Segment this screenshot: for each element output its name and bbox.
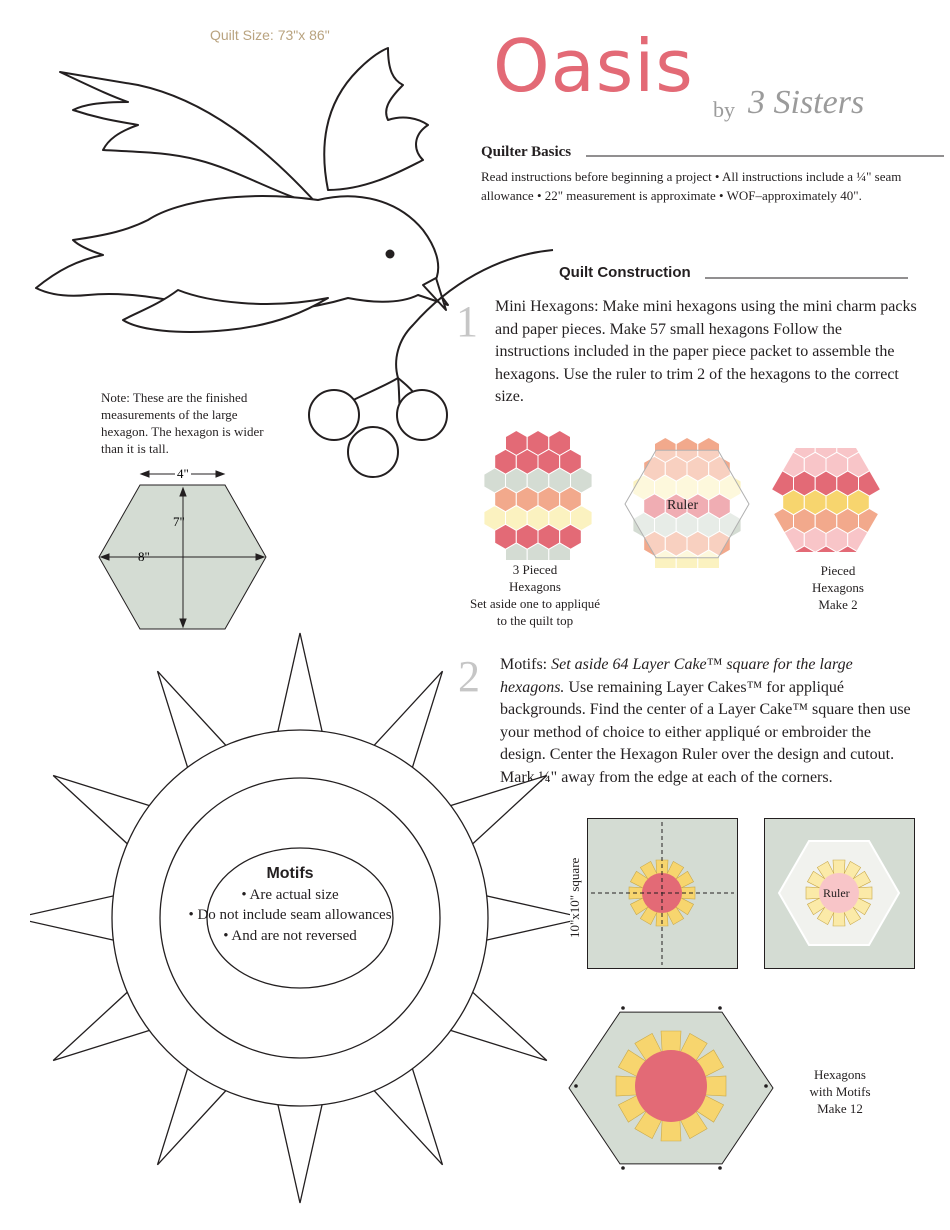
flower-center	[635, 1050, 707, 1122]
hexagon-note: Note: These are the finished measurements of the large hexagon. The hexagon is wider than it is tall.	[101, 390, 264, 456]
step-2-body: Use remaining Layer Cakes™ for appliqué backgrounds. Find the center of a Layer Cake™ square then use your method of choice to either appliqué or embroider the design. Center the Hexagon Ruler over the design and cutout. Mark ¼" away from the edge at each of the corners.	[500, 678, 911, 786]
corner-mark	[574, 1084, 578, 1088]
motifs-item: • And are not reversed	[223, 927, 357, 944]
ruler-label: Ruler	[823, 886, 850, 900]
cherry-left	[309, 390, 359, 440]
step-2-number: 2	[458, 652, 480, 701]
square-size-label: 10"x10" square	[567, 857, 582, 938]
caption-pieced-make2: Pieced Hexagons Make 2	[812, 563, 864, 612]
dim-width: 8"	[138, 549, 150, 564]
cherry-bottom	[348, 427, 398, 477]
pieced-hex-cluster-1	[470, 425, 610, 560]
pieced-hex-cluster-ruler	[620, 428, 755, 568]
corner-mark	[718, 1006, 722, 1010]
motifs-info	[170, 864, 410, 946]
motifs-item: • Do not include seam allowances	[188, 907, 392, 923]
step-2-label: Motifs:	[500, 656, 548, 673]
dim-height: 7"	[173, 514, 185, 529]
cherry-right	[397, 390, 447, 440]
step-2-italic: Set aside 64 Layer Cake™ square for the large hexagons.	[500, 656, 853, 696]
pieced-hex-cluster-2	[763, 440, 893, 560]
motifs-title: Motifs	[266, 865, 314, 882]
hexagon-with-motif	[568, 998, 774, 1178]
sun-ray	[275, 633, 325, 745]
measured-hexagon	[95, 462, 275, 634]
corner-mark	[621, 1006, 625, 1010]
caption-hexagons-motifs: Hexagons with Motifs Make 12	[809, 1067, 871, 1116]
quilt-construction-title: Quilt Construction	[559, 264, 691, 281]
basics-underline	[586, 148, 946, 160]
quilter-basics-text: Read instructions before beginning a project • All instructions include a ¼" seam allowance • 22" measurement is approximate • WOF–approximately 40".	[481, 169, 902, 203]
quilter-basics-title: Quilter Basics	[481, 144, 572, 160]
motifs-item: • Are actual size	[241, 886, 339, 903]
step-1-number: 1	[456, 297, 478, 346]
ruler-on-square	[764, 818, 915, 969]
dim-top: 4"	[177, 466, 189, 481]
bird-eye	[386, 250, 395, 259]
construction-underline	[705, 270, 910, 282]
corner-mark	[621, 1166, 625, 1170]
caption-3-pieced: 3 Pieced Hexagons Set aside one to appliqué to the quilt top	[470, 562, 600, 628]
logo-by: by	[713, 97, 735, 122]
corner-mark	[764, 1084, 768, 1088]
sun-ray	[275, 1091, 325, 1203]
layer-cake-square	[587, 818, 738, 969]
quilt-size: Quilt Size: 73"x 86"	[210, 27, 330, 43]
corner-mark	[718, 1166, 722, 1170]
step-1-text: Mini Hexagons: Make mini hexagons using the mini charm packs and paper pieces. Make 57 small hexagons Follow the instructions included in the paper piece packet to assemble the hexagons. Use the ruler to trim 2 of the hexagons to the correct size.	[495, 298, 917, 405]
logo-oasis: Oasis	[493, 24, 694, 108]
ruler-label: Ruler	[667, 498, 699, 513]
logo-sisters: 3 Sisters	[748, 84, 865, 121]
